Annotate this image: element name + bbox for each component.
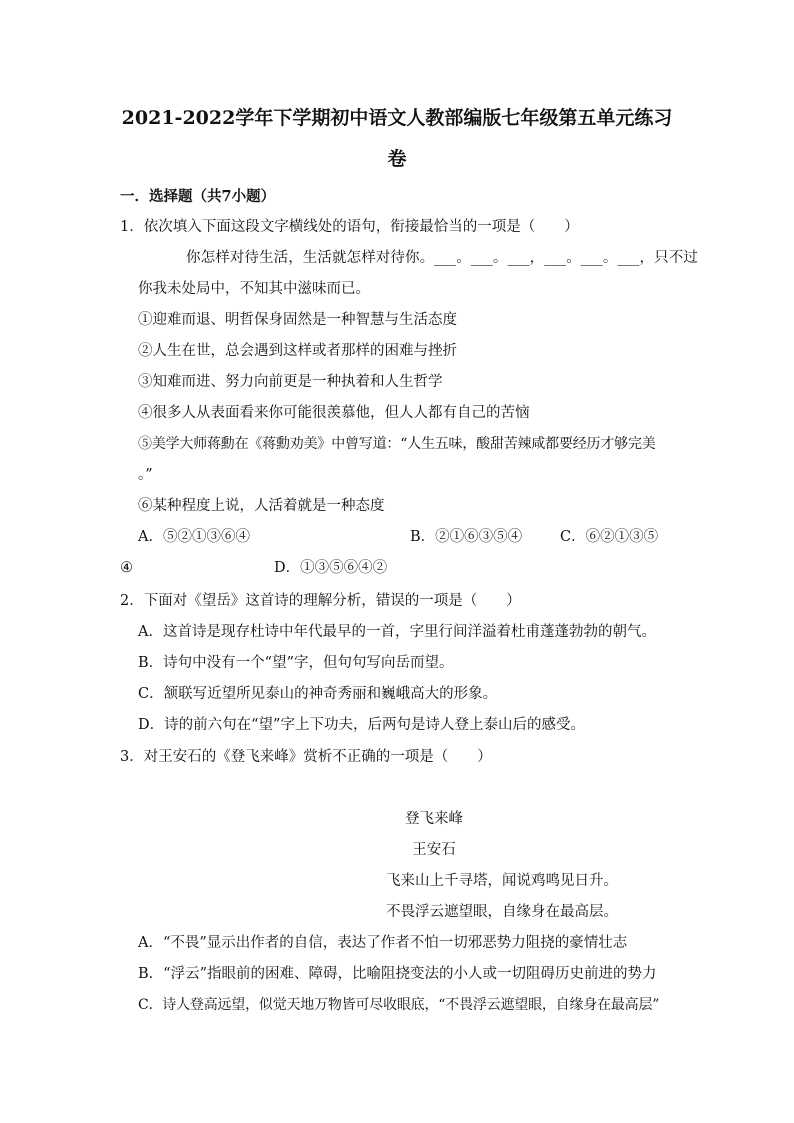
question-1-sentence: ①迎难而退、明哲保身固然是一种智慧与生活态度: [138, 312, 457, 328]
question-1-option-b: B．②①⑥③⑤④: [410, 529, 523, 545]
question-1-sentence: ⑤美学大师蒋勳在《蒋勳劝美》中曾写道：“人生五味，酸甜苦辣咸都要经历才够完美: [138, 436, 656, 452]
question-2-stem: 2．下面对《望岳》这首诗的理解分析，错误的一项是（ ）: [120, 593, 521, 609]
question-3-option-c: C．诗人登高远望，似觉天地万物皆可尽收眼底，“不畏浮云遮望眼，自缘身在最高层”: [138, 997, 660, 1013]
poem-line: 不畏浮云遮望眼，自缘身在最高层。: [386, 904, 618, 920]
question-1-option-c: C．⑥②①③⑤: [560, 529, 659, 545]
question-1-sentence: ④很多人从表面看来你可能很羡慕他，但人人都有自己的苦恼: [138, 405, 530, 421]
question-3-option-b: B．“浮云”指眼前的困难、障碍，比喻阻挠变法的小人或一切阻碍历史前进的势力: [138, 966, 657, 982]
question-1-sentence-continued: 。”: [138, 467, 153, 483]
question-1-stem: 1．依次填入下面这段文字横线处的语句，衔接最恰当的一项是（ ）: [120, 219, 579, 235]
question-2-option-b: B．诗句中没有一个“望”字，但句句写向岳而望。: [138, 655, 454, 671]
question-1-sentence: ⑥某种程度上说，人活着就是一种态度: [138, 498, 385, 514]
question-3-stem: 3．对王安石的《登飞来峰》赏析不正确的一项是（ ）: [120, 749, 492, 765]
section-heading: 一．选择题（共7小题）: [120, 188, 276, 205]
question-2-option-d: D．诗的前六句在“望”字上下功夫，后两句是诗人登上泰山后的感受。: [138, 717, 585, 733]
question-1-option-a: A．⑤②①③⑥④: [138, 529, 250, 545]
question-2-option-a: A．这首诗是现存杜诗中年代最早的一首，字里行间洋溢着杜甫蓬蓬勃勃的朝气。: [138, 624, 656, 640]
question-1-option-c-continued: ④: [120, 560, 133, 576]
page-title-continued: 卷: [387, 148, 407, 170]
question-1-sentence: ②人生在世，总会遇到这样或者那样的困难与挫折: [138, 343, 457, 359]
poem-author: 王安石: [412, 842, 456, 858]
poem-line: 飞来山上千寻塔，闻说鸡鸣见日升。: [386, 873, 618, 889]
question-1-passage-continued: 你我未处局中，不知其中滋味而已。: [138, 281, 370, 297]
question-1-passage: 你怎样对待生活，生活就怎样对待你。___。___。___，___。___。___，只不过: [186, 250, 698, 266]
page-title: 2021-2022学年下学期初中语文人教部编版七年级第五单元练习: [121, 107, 673, 129]
question-1-option-d: D．①③⑤⑥④②: [274, 560, 388, 576]
poem-title: 登飞来峰: [405, 811, 463, 827]
question-1-sentence: ③知难而进、努力向前更是一种执着和人生哲学: [138, 374, 443, 390]
question-3-option-a: A．“不畏”显示出作者的自信，表达了作者不怕一切邪恶势力阻挠的豪情壮志: [138, 935, 628, 951]
question-2-option-c: C．颔联写近望所见泰山的神奇秀丽和巍峨高大的形象。: [138, 686, 498, 702]
